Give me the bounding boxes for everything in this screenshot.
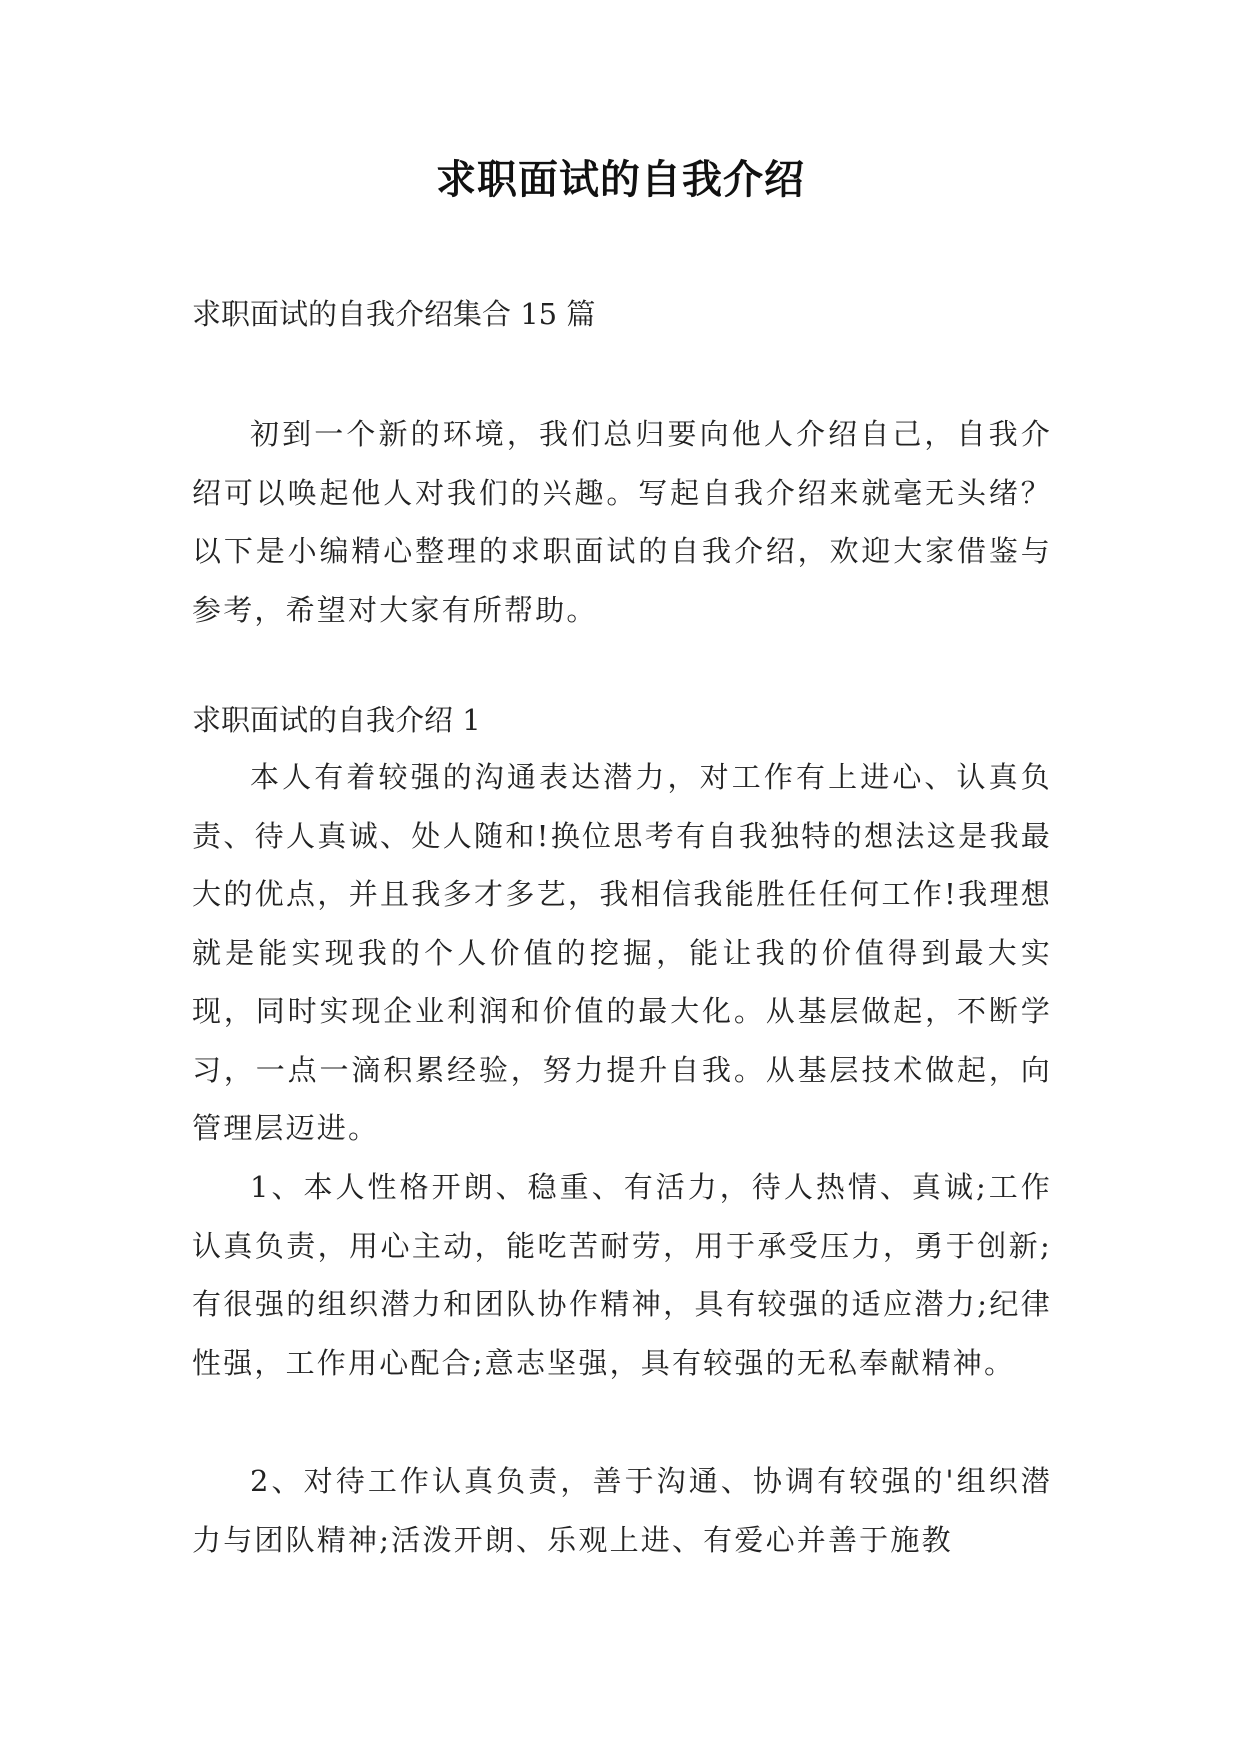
body-paragraph: 1、本人性格开朗、稳重、有活力，待人热情、真诚;工作认真负责，用心主动，能吃苦耐劳，用于承受压力，勇于创新;有很强的组织潜力和团队协作精神，具有较强的适应潜力;纪律性强，工作用心配合;意志坚强，具有较强的无私奉献精神。 (192, 1170, 1052, 1380)
intro-paragraph: 初到一个新的环境，我们总归要向他人介绍自己，自我介绍可以唤起他人对我们的兴趣。写起自我介绍来就毫无头绪？以下是小编精心整理的求职面试的自我介绍，欢迎大家借鉴与参考，希望对大家有所帮助。 (192, 417, 1052, 627)
document-title: 求职面试的自我介绍 (436, 157, 805, 203)
body-paragraph: 2、对待工作认真负责，善于沟通、协调有较强的'组织潜力与团队精神;活泼开朗、乐观上进、有爱心并善于施教 (192, 1464, 1052, 1557)
document-subtitle: 求职面试的自我介绍集合 15 篇 (192, 297, 596, 331)
section-heading: 求职面试的自我介绍 1 (192, 703, 481, 737)
body-paragraph: 本人有着较强的沟通表达潜力，对工作有上进心、认真负责、待人真诚、处人随和!换位思考有自我独特的想法这是我最大的优点，并且我多才多艺，我相信我能胜任任何工作!我理想就是能实现我的个人价值的挖掘，能让我的价值得到最大实现，同时实现企业利润和价值的最大化。从基层做起，不断学习，一点一滴积累经验，努力提升自我。从基层技术做起，向管理层迈进。 (192, 760, 1052, 1145)
